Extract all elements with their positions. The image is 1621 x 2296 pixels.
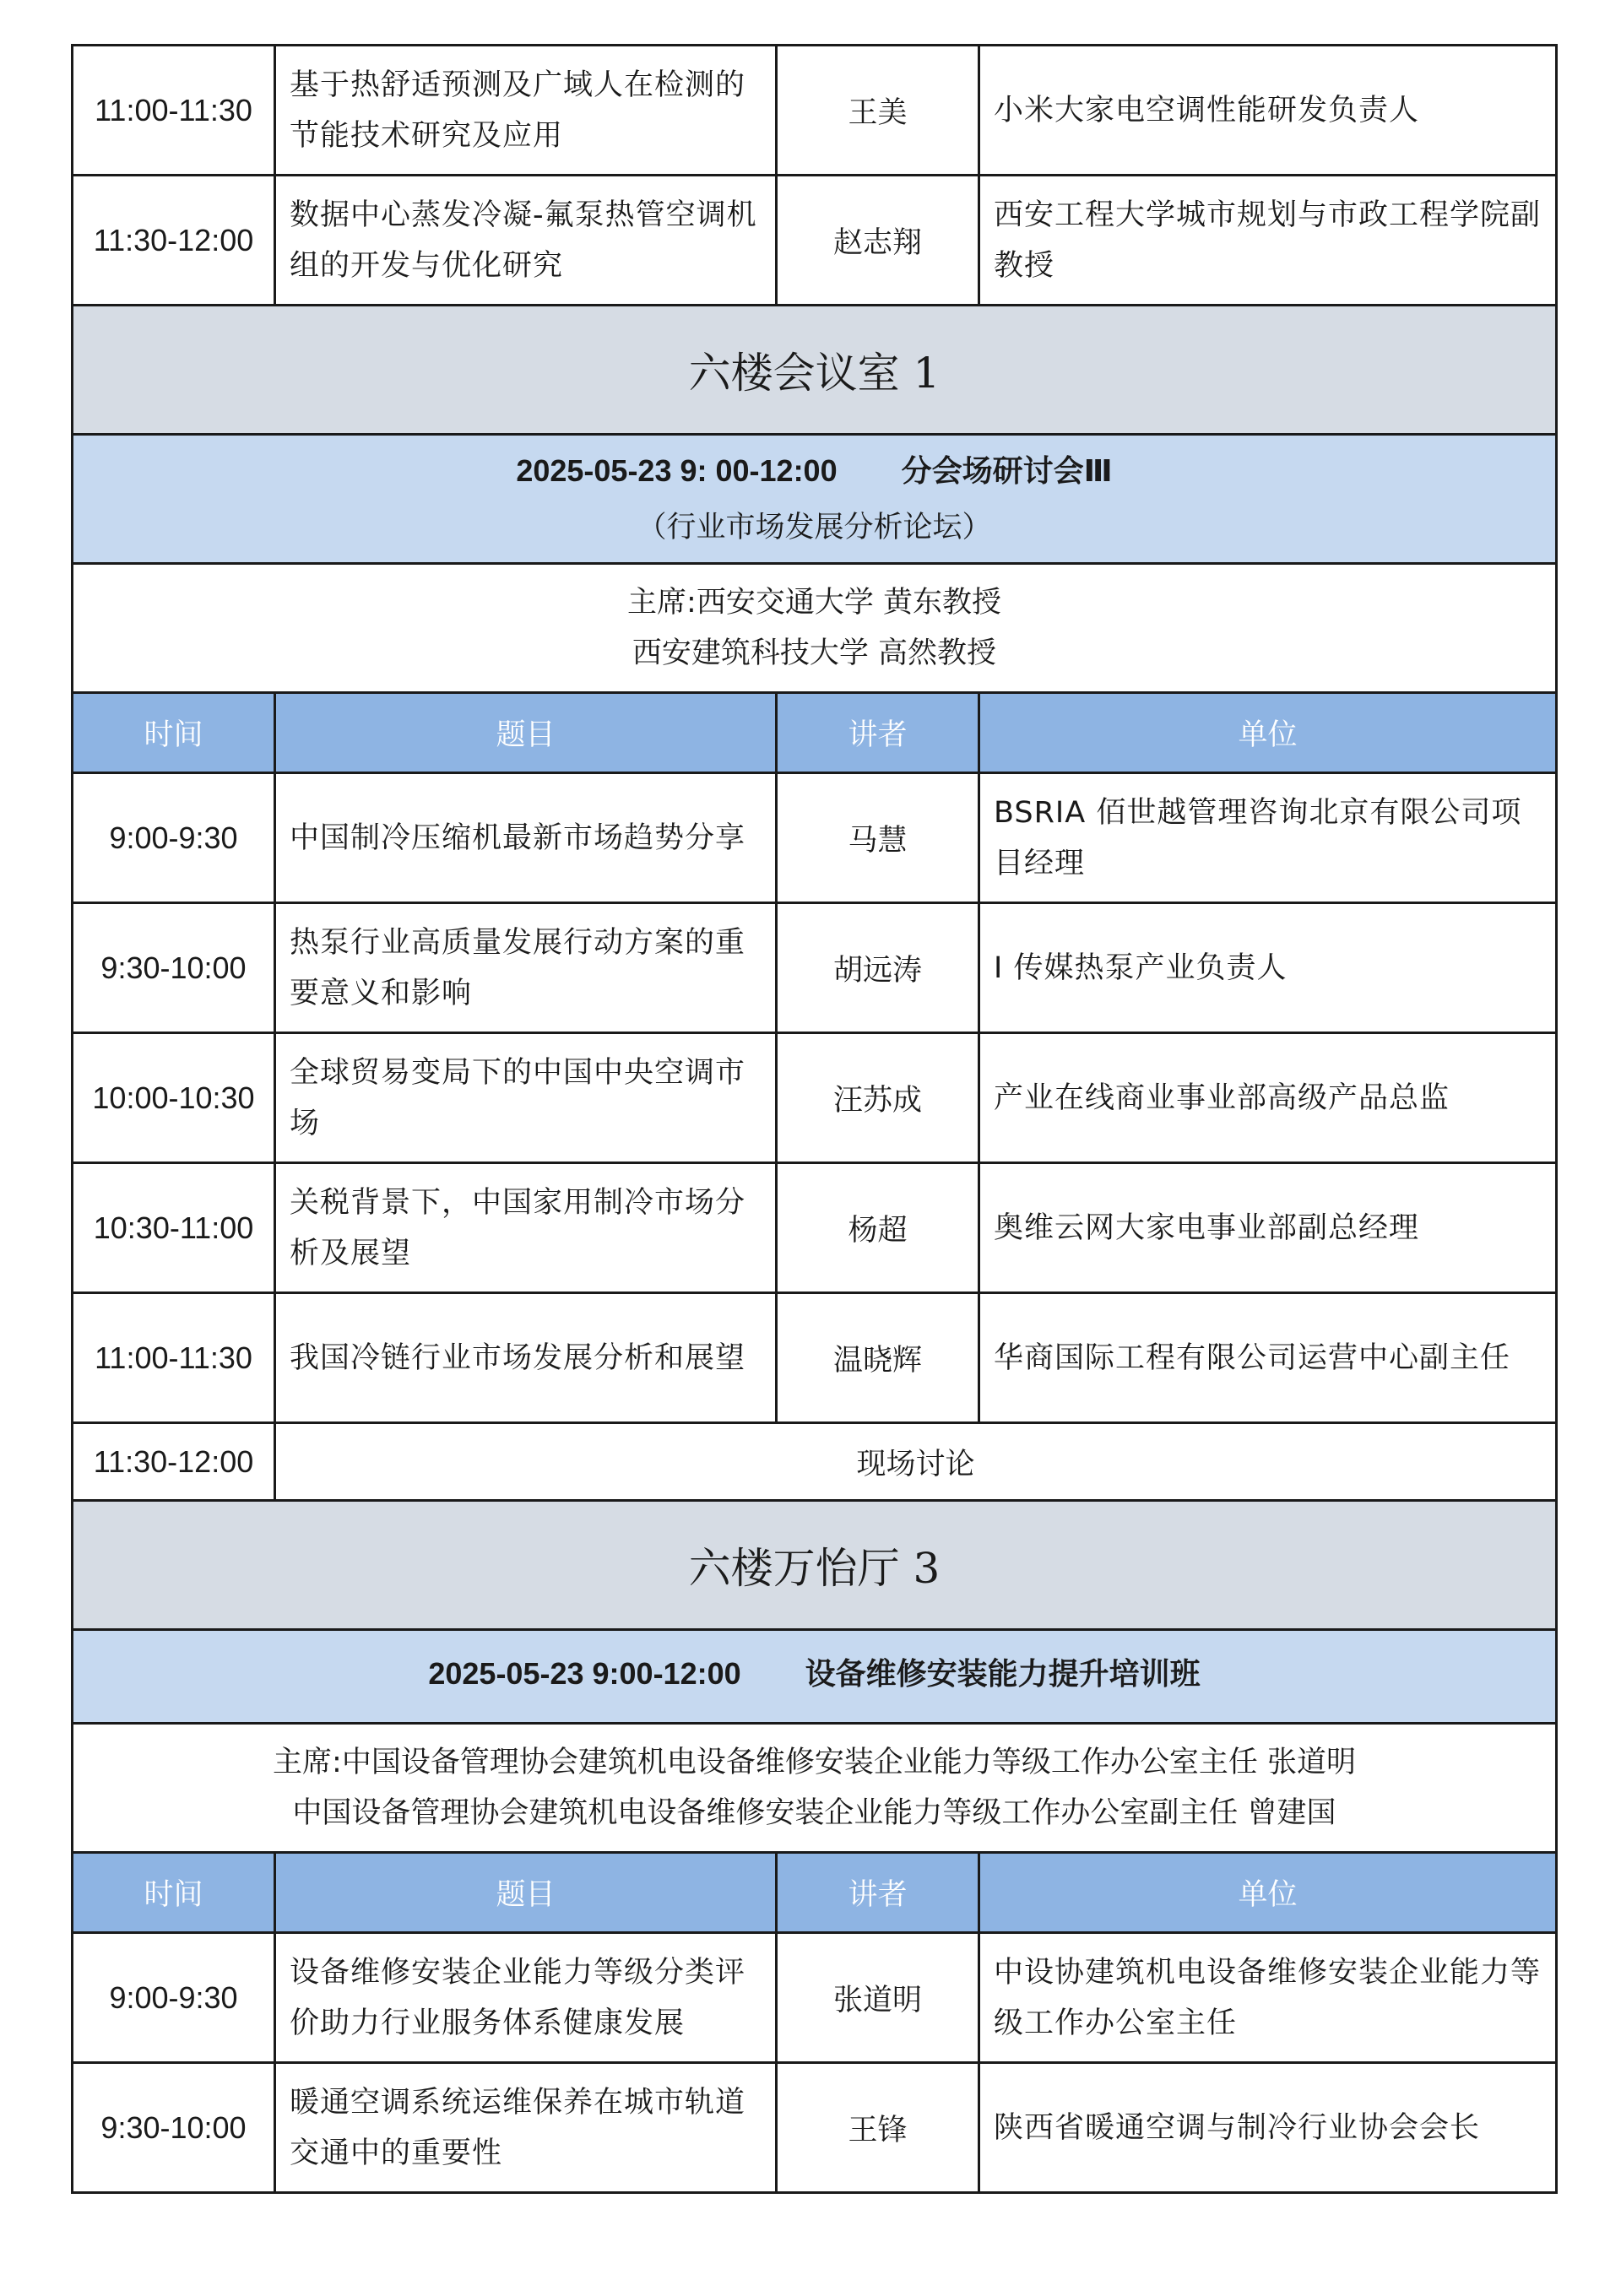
table-row: [73, 46, 1557, 176]
table-row: [73, 1033, 1557, 1163]
time-cell: 9:30-10:00: [73, 2063, 275, 2193]
org-cell: 中设协建筑机电设备维修安装企业能力等级工作办公室主任: [979, 1933, 1557, 2063]
speaker-cell: 胡远涛: [777, 903, 979, 1033]
org-cell: 西安工程大学城市规划与市政工程学院副教授: [979, 176, 1557, 306]
session-header: [73, 1630, 1557, 1724]
header-speaker: 讲者: [777, 1853, 979, 1933]
column-header-row: [73, 1853, 1557, 1933]
session-subtitle: （行业市场发展分析论坛）: [637, 510, 992, 544]
topic-cell: 数据中心蒸发冷凝-氟泵热管空调机组的开发与优化研究: [275, 176, 777, 306]
header-topic: 题目: [275, 693, 777, 773]
org-cell: 产业在线商业事业部高级产品总监: [979, 1033, 1557, 1163]
table-row: [73, 1933, 1557, 2063]
topic-cell: 关税背景下，中国家用制冷市场分析及展望: [275, 1163, 777, 1293]
time-cell: 11:30-12:00: [73, 1423, 275, 1501]
table-row: [73, 176, 1557, 306]
chair-line-2: 中国设备管理协会建筑机电设备维修安装企业能力等级工作办公室副主任 曾建国: [292, 1796, 1336, 1830]
time-cell: 9:00-9:30: [73, 1933, 275, 2063]
speaker-cell: 汪苏成: [777, 1033, 979, 1163]
header-topic: 题目: [275, 1853, 777, 1933]
org-cell: BSRIA 佰世越管理咨询北京有限公司项目经理: [979, 773, 1557, 903]
speaker-cell: 王美: [777, 46, 979, 176]
topic-cell: 全球贸易变局下的中国中央空调市场: [275, 1033, 777, 1163]
topic-cell: 暖通空调系统运维保养在城市轨道交通中的重要性: [275, 2063, 777, 2193]
header-time: 时间: [73, 693, 275, 773]
session-header: [73, 435, 1557, 564]
header-org: 单位: [979, 693, 1557, 773]
org-cell: 陕西省暖通空调与制冷行业协会会长: [979, 2063, 1557, 2193]
speaker-cell: 赵志翔: [777, 176, 979, 306]
venue-title: 六楼会议室 1: [73, 306, 1557, 435]
time-cell: 10:00-10:30: [73, 1033, 275, 1163]
session-header-row: [73, 435, 1557, 564]
session-date: 2025-05-23 9: 00-12:00: [516, 452, 838, 488]
time-cell: 11:00-11:30: [73, 46, 275, 176]
speaker-cell: 王锋: [777, 2063, 979, 2193]
header-org: 单位: [979, 1853, 1557, 1933]
org-cell: 奥维云网大家电事业部副总经理: [979, 1163, 1557, 1293]
schedule-page: [71, 44, 1555, 2194]
speaker-cell: 马慧: [777, 773, 979, 903]
header-speaker: 讲者: [777, 693, 979, 773]
session-title: 设备维修安装能力提升培训班: [805, 1656, 1201, 1692]
chair-info: [73, 564, 1557, 693]
chair-line-1: 主席:中国设备管理协会建筑机电设备维修安装企业能力等级工作办公室主任 张道明: [273, 1746, 1356, 1779]
table-row: [73, 2063, 1557, 2193]
table-row: [73, 773, 1557, 903]
chair-info: [73, 1724, 1557, 1853]
topic-cell: 热泵行业高质量发展行动方案的重要意义和影响: [275, 903, 777, 1033]
session-header-row: [73, 1630, 1557, 1724]
time-cell: 10:30-11:00: [73, 1163, 275, 1293]
chair-line-1: 主席:西安交通大学 黄东教授: [627, 586, 1001, 620]
table-row: [73, 903, 1557, 1033]
table-row: [73, 1293, 1557, 1423]
org-cell: I 传媒热泵产业负责人: [979, 903, 1557, 1033]
chair-row: [73, 564, 1557, 693]
venue-header-row: [73, 1501, 1557, 1630]
time-cell: 11:30-12:00: [73, 176, 275, 306]
topic-cell: 基于热舒适预测及广域人在检测的节能技术研究及应用: [275, 46, 777, 176]
venue-header-row: [73, 306, 1557, 435]
time-cell: 11:00-11:30: [73, 1293, 275, 1423]
session-date: 2025-05-23 9:00-12:00: [428, 1655, 741, 1691]
speaker-cell: 温晓辉: [777, 1293, 979, 1423]
table-row: [73, 1163, 1557, 1293]
chair-row: [73, 1724, 1557, 1853]
discussion-row: [73, 1423, 1557, 1501]
column-header-row: [73, 693, 1557, 773]
topic-cell: 我国冷链行业市场发展分析和展望: [275, 1293, 777, 1423]
org-cell: 华商国际工程有限公司运营中心副主任: [979, 1293, 1557, 1423]
speaker-cell: 张道明: [777, 1933, 979, 2063]
session-title: 分会场研讨会Ⅲ: [901, 453, 1113, 489]
chair-line-2: 西安建筑科技大学 高然教授: [632, 636, 997, 670]
topic-cell: 设备维修安装企业能力等级分类评价助力行业服务体系健康发展: [275, 1933, 777, 2063]
topic-cell: 中国制冷压缩机最新市场趋势分享: [275, 773, 777, 903]
time-cell: 9:00-9:30: [73, 773, 275, 903]
time-cell: 9:30-10:00: [73, 903, 275, 1033]
discussion-label: 现场讨论: [275, 1423, 1557, 1501]
speaker-cell: 杨超: [777, 1163, 979, 1293]
org-cell: 小米大家电空调性能研发负责人: [979, 46, 1557, 176]
header-time: 时间: [73, 1853, 275, 1933]
schedule-table: [71, 44, 1558, 2194]
venue-title: 六楼万怡厅 3: [73, 1501, 1557, 1630]
